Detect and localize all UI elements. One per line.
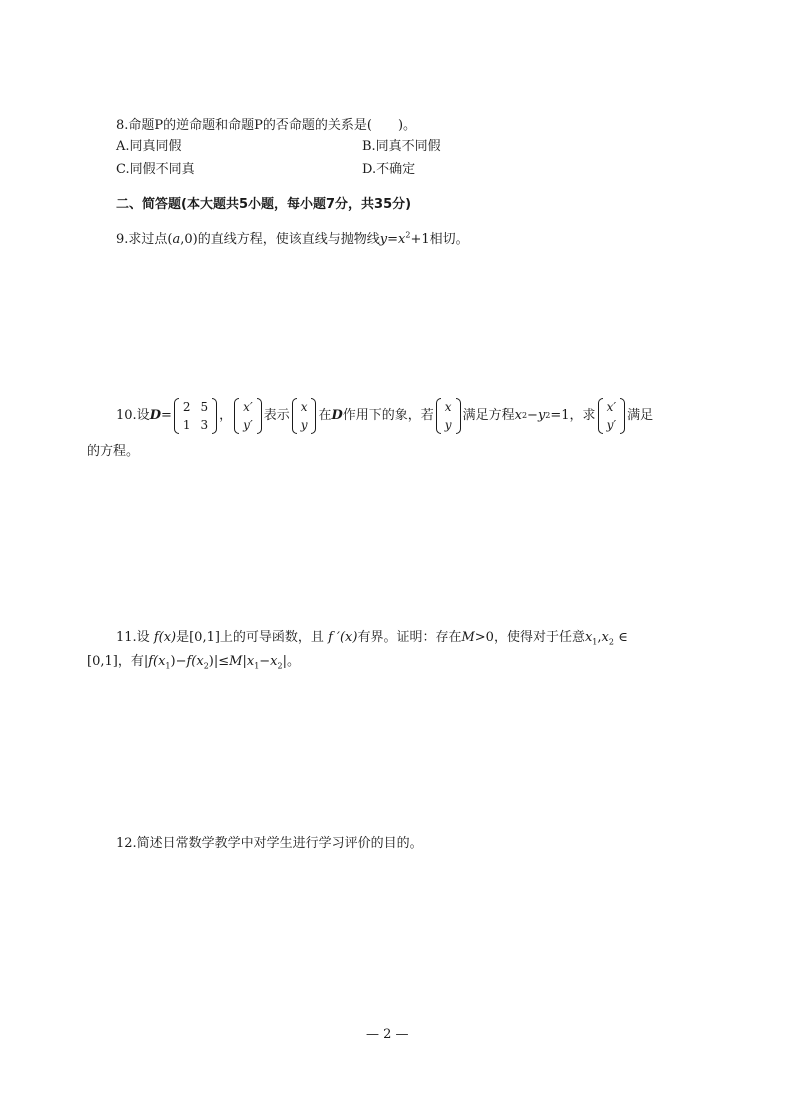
q11-text: )|≤ bbox=[208, 654, 230, 669]
q12-stem: 12.简述日常数学教学中对学生进行学习评价的目的。 bbox=[116, 836, 423, 851]
q11-var-x: (x) bbox=[339, 630, 358, 645]
q11-var-m: M bbox=[229, 654, 243, 669]
matrix-cell: 3 bbox=[200, 418, 209, 432]
q10-var-y2: y bbox=[537, 408, 546, 423]
q11-var-m: M bbox=[461, 630, 475, 645]
right-paren-icon bbox=[456, 398, 461, 434]
q9-stem bbox=[116, 231, 469, 249]
q8-option-c: C.同假不同真 bbox=[116, 162, 195, 177]
matrix-cell: 2 bbox=[182, 400, 191, 414]
q9-var-x: x bbox=[398, 232, 406, 247]
vector-cell: y′ bbox=[243, 418, 253, 432]
matrix-cell: 1 bbox=[182, 418, 191, 432]
q8-stem: 8.命题P的逆命题和命题P的否命题的关系是( )。 bbox=[116, 118, 417, 133]
q11-text: , bbox=[597, 630, 602, 645]
q9-suffix: +1相切。 bbox=[410, 232, 469, 247]
q11-subscript: 2 bbox=[608, 637, 614, 647]
vector-x-y-2 bbox=[436, 398, 461, 434]
q11-var-f: f bbox=[148, 654, 154, 669]
q10-eq: = bbox=[160, 408, 172, 423]
q11-subscript: 1 bbox=[254, 661, 260, 671]
q11-subscript: 2 bbox=[277, 661, 283, 671]
q10-minus: − bbox=[527, 408, 538, 423]
q10-line2: 的方程。 bbox=[87, 444, 140, 459]
q9-mid: ,0)的直线方程，使该直线与抛物线 bbox=[180, 232, 380, 247]
q11-text: −x bbox=[259, 654, 278, 669]
q11-var-fprime: f ′ bbox=[328, 630, 340, 645]
q11-subscript: 1 bbox=[165, 661, 171, 671]
q10-satisfy: 满足方程 bbox=[462, 408, 515, 423]
vector-cell: x′ bbox=[243, 400, 253, 414]
q9-prefix: 9.求过点( bbox=[116, 232, 173, 247]
q11-text: |x bbox=[242, 654, 255, 669]
q11-text: )− bbox=[170, 654, 187, 669]
vector-xprime-yprime-2 bbox=[598, 398, 626, 434]
q10-prefix: 10.设 bbox=[116, 408, 150, 423]
q11-var-x2: x bbox=[601, 630, 609, 645]
q11-var-x1: x bbox=[584, 630, 593, 645]
vector-cell: y bbox=[300, 418, 308, 432]
page-number: — 2 — bbox=[366, 1027, 409, 1042]
vector-xprime-yprime bbox=[234, 398, 262, 434]
q10-var-x2: x bbox=[514, 408, 522, 423]
right-paren-icon bbox=[620, 398, 625, 434]
q11-line1 bbox=[116, 629, 628, 647]
q11-text: (x bbox=[153, 654, 166, 669]
vector-cell: x bbox=[444, 400, 452, 414]
q11-text: 有界。证明：存在 bbox=[357, 630, 462, 645]
q9-exp: 2 bbox=[405, 230, 411, 240]
q11-var-f: f bbox=[153, 630, 159, 645]
matrix-cell: 5 bbox=[200, 400, 209, 414]
vector-x-y bbox=[292, 398, 317, 434]
vector-cell: x′ bbox=[606, 400, 617, 414]
q10-under: 作用下的象，若 bbox=[342, 408, 434, 423]
q11-text: (x bbox=[191, 654, 204, 669]
q10-in: 在 bbox=[318, 408, 332, 423]
q9-var-y: y bbox=[379, 232, 388, 247]
q9-eq: = bbox=[387, 232, 398, 247]
q11-var-x: (x) bbox=[158, 630, 177, 645]
q10-show: 表示 bbox=[263, 408, 290, 423]
q11-text: [0,1]，有| bbox=[87, 654, 149, 669]
vector-cell: y bbox=[444, 418, 452, 432]
right-paren-icon bbox=[212, 398, 217, 434]
section-heading: 二、简答题(本大题共5小题，每小题7分，共35分) bbox=[116, 197, 412, 212]
q10-var-d: D bbox=[149, 408, 161, 423]
q11-text: ∈ bbox=[613, 630, 628, 645]
q11-text: |。 bbox=[282, 654, 300, 669]
q10-satisfy2: 满足 bbox=[627, 408, 654, 423]
right-paren-icon bbox=[311, 398, 316, 434]
q11-text: 是[0,1]上的可导函数，且 bbox=[176, 630, 329, 645]
q8-option-b: B.同真不同假 bbox=[362, 139, 441, 154]
q10-stem: 10.设 D = 2 5 1 3 ， x′ y′ 表示 x y 在 D 作用下的象，若 x y 满足方程 x 2 − y 2 =1，求 x′ y′ 满足 bbox=[116, 400, 654, 432]
matrix-d bbox=[174, 398, 217, 434]
q9-var-a: a bbox=[172, 232, 181, 247]
q10-comma: ， bbox=[219, 408, 233, 423]
right-paren-icon bbox=[257, 398, 262, 434]
q8-option-d: D.不确定 bbox=[362, 162, 416, 177]
q11-line2 bbox=[87, 653, 300, 671]
q11-var-f: f bbox=[186, 654, 192, 669]
q10-rhs: =1，求 bbox=[550, 408, 596, 423]
q11-text: 11.设 bbox=[116, 630, 154, 645]
vector-cell: x bbox=[300, 400, 308, 414]
q11-subscript: 1 bbox=[592, 637, 598, 647]
q10-var-d2: D bbox=[331, 408, 343, 423]
q8-option-a: A.同真同假 bbox=[116, 139, 182, 154]
q11-subscript: 2 bbox=[203, 661, 209, 671]
q11-text: >0，使得对于任意 bbox=[474, 630, 585, 645]
vector-cell: y′ bbox=[606, 418, 617, 432]
